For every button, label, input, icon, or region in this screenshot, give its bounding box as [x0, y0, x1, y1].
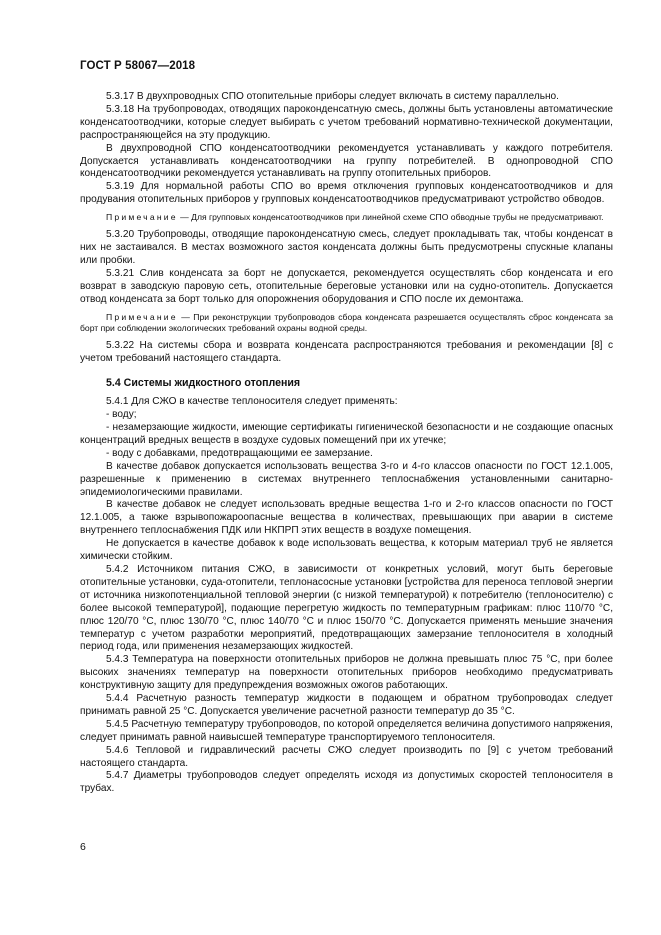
clause-5-4-5: 5.4.5 Расчетную температуру трубопроводов, по которой определяется величина допустимого напряжения, следует принимать равной наивысшей температуре транспортируемого теплоносителя.: [80, 718, 613, 743]
note-reconstruction: [80, 312, 613, 335]
clause-5-3-17: 5.3.17 В двухпроводных СПО отопительные приборы следует включать в систему параллельно.: [106, 91, 559, 102]
note-label: Примечание: [106, 212, 178, 223]
list-item-water-additives: - воду с добавками, предотвращающими ее замерзание.: [106, 447, 373, 459]
clause-5-4-6: 5.4.6 Тепловой и гидравлический расчеты СЖО следует производить по [9] с учетом требований настоящего стандарта.: [80, 744, 613, 769]
clause-5-4-1-additives-forbidden: В качестве добавок не следует использовать вредные вещества 1-го и 2-го классов опасности по ГОСТ 12.1.005, а также взрывопожароопасные вещества в количествах, превышающих при аварии в системе внутреннего теплоснабжения ПДК или НКПРП этих веществ в воздухе помещения.: [80, 499, 613, 537]
clause-5-4-1: 5.4.1 Для СЖО в качестве теплоносителя следует применять:: [106, 396, 398, 408]
clause-5-4-1-pipe-resistance: Не допускается в качестве добавок к воде использовать вещества, к которым материал труб не является химически стойким.: [80, 538, 613, 563]
note-text: — Для групповых конденсатоотводчиков при линейной схеме СПО обводные трубы не предусматривают.: [177, 212, 604, 223]
note-bypass: [80, 212, 613, 223]
clause-5-3-20: 5.3.20 Трубопроводы, отводящие пароконденсатную смесь, следует прокладывать так, чтобы конденсат в них не застаивался. В местах возможного застоя конденсата должны быть предусмотрены спускные клапаны или пробки.: [80, 229, 613, 267]
clause-5-3-18: 5.3.18 На трубопроводах, отводящих пароконденсатную смесь, должны быть установлены автоматические конденсатоотводчики, которые следует выбирать с учетом требований нормативно-технической документации, распространяющейся на эту продукцию.: [80, 103, 613, 141]
note-text: — При реконструкции трубопроводов сбора конденсата разрешается осуществлять сброс конденсата за борт при соблюдении экологических требований охраны водной среды.: [80, 311, 613, 334]
clause-5-4-1-additives-allowed: В качестве добавок допускается использовать вещества 3-го и 4-го классов опасности по ГОСТ 12.1.005, разрешенные к применению в системах внутреннего теплоснабжения установленными санитарно-эпидемиологическими правилами.: [80, 460, 613, 498]
page-number: 6: [80, 841, 86, 853]
note-label: Примечание: [106, 311, 178, 322]
list-item-antifreeze-liquids: - незамерзающие жидкости, имеющие сертификаты гигиенической безопасности и не создающие опасных концентраций вредных веществ в воздухе судовых помещений при их утечке;: [80, 422, 613, 446]
clause-5-3-21: 5.3.21 Слив конденсата за борт не допускается, рекомендуется осуществлять сбор конденсата и его возврат в заводскую паровую сеть, отопительные береговые установки или на судно-отопитель. Допускается отвод конденсата за борт только для опорожнения оборудования и СПО после их демонтажа.: [80, 268, 613, 305]
clause-5-3-18-continued: В двухпроводной СПО конденсатоотводчики рекомендуется устанавливать у каждого потребителя. Допускается устанавливать конденсатоотводчики на группу потребителей. В однопроводной СПО конденсатоотводчики рекомендуется устанавливать на группу отопительных приборов.: [80, 142, 613, 180]
section-title-5-4: 5.4 Системы жидкостного отопления: [106, 377, 301, 390]
clause-5-3-19: 5.3.19 Для нормальной работы СПО во время отключения групповых конденсатоотводчиков и для продувания отопительных приборов у групповых конденсатоотводчиков предусматривают устройство обводов.: [80, 181, 613, 206]
clause-5-4-3: 5.4.3 Температура на поверхности отопительных приборов не должна превышать плюс 75 °С, при более высоких значениях температур на поверхности отопительных приборов необходимо предусматривать конструктивную защиту для предупреждения возможных ожогов работающих.: [80, 654, 613, 692]
list-item-water: - воду;: [106, 409, 137, 421]
clause-5-3-22: 5.3.22 На системы сбора и возврата конденсата распространяются требования и рекомендации [8] с учетом требований настоящего стандарта.: [80, 340, 613, 365]
clause-5-4-4: 5.4.4 Расчетную разность температур жидкости в подающем и обратном трубопроводах следует принимать равной 25 °С. Допускается увеличение расчетной разности температур до 35 °С.: [80, 693, 613, 717]
document-header: ГОСТ Р 58067—2018: [80, 60, 196, 72]
clause-5-4-2: 5.4.2 Источником питания СЖО, в зависимости от конкретных условий, могут быть береговые отопительные установки, суда-отопители, теплонасосные установки [устройства для переноса тепловой энергии от источника низкопотенциальной тепловой энергии (с низкой температурой) к потребителю (теплоносителю) с более высокой температурой], подающие перегретую жидкость по температурным графикам: плюс 110/70 °С, плюс 120/70 °С, плюс 130/70 °С, плюс 140/70 °С и плюс 150/70 °С. Допускается применять меньшие значения температур с учетом разработки мероприятий, предотвращающих замерзание теплоносителя в холодный период года, или применения незамерзающих жидкостей.: [80, 563, 613, 653]
clause-5-4-7: 5.4.7 Диаметры трубопроводов следует определять исходя из допустимых скоростей теплоносителя в трубах.: [80, 770, 613, 795]
document-body: [80, 91, 613, 796]
